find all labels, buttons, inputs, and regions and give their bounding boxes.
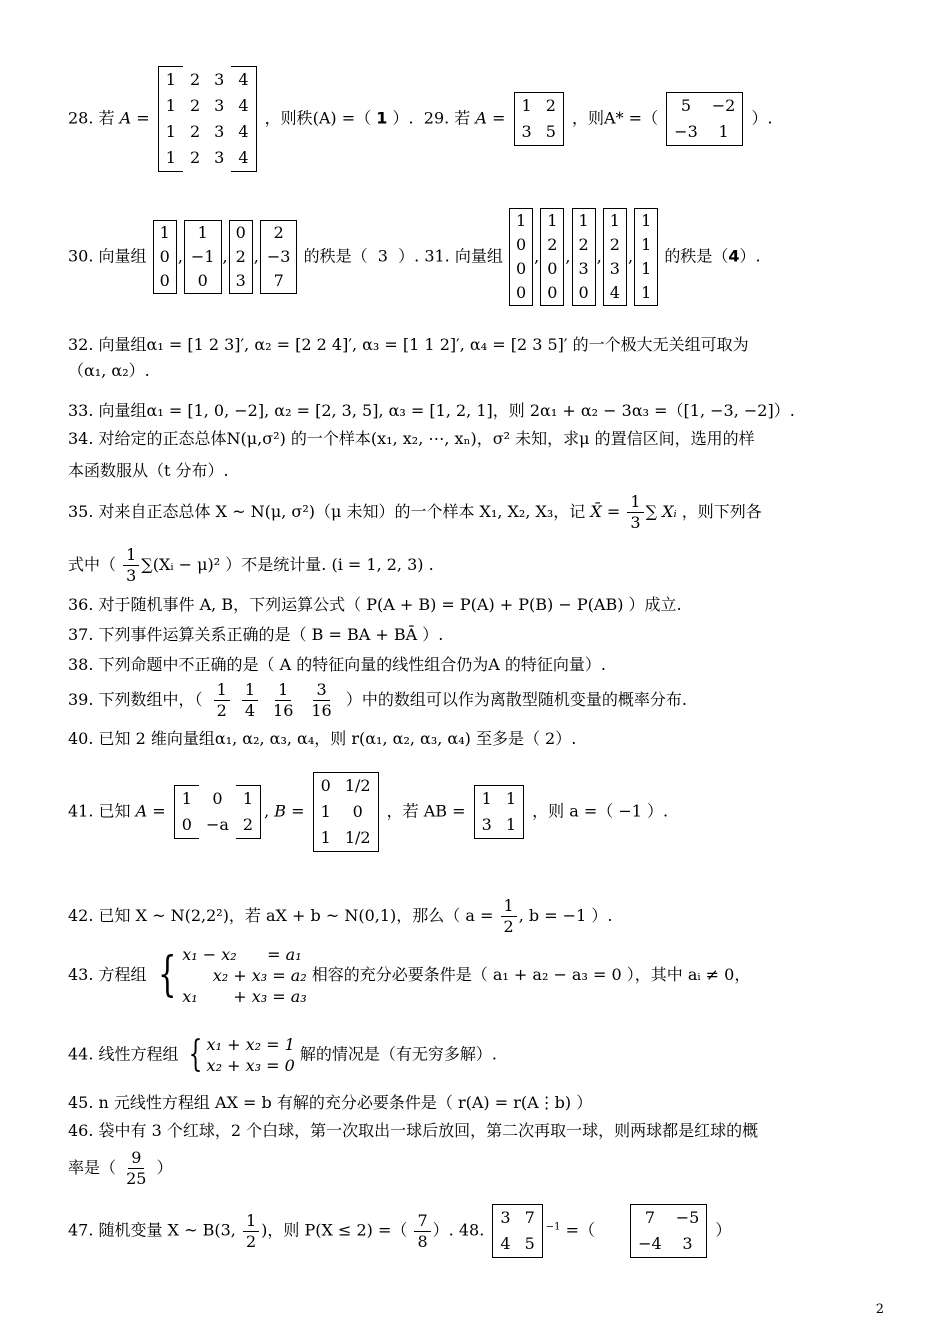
question-38: 38. 下列命题中不正确的是（ A 的特征向量的线性组合仍为A 的特征向量）.: [68, 655, 606, 674]
matrix-cell: 4: [231, 93, 256, 119]
q29-answer-matrix: [666, 92, 743, 146]
q31-vectors: 1 0 0 0,1 2 0 0,1 2 3 0,1 2 3 4,1 1 1 1: [508, 247, 659, 266]
matrix-cell: 4: [493, 1231, 518, 1258]
q30-label: 30. 向量组: [68, 246, 147, 266]
q43-system: { x₁ − x₂ = a₁ x₂ + x₃ = a₂ x₁ + x₃ = a₃: [157, 945, 307, 1006]
matrix-cell: 3: [474, 812, 499, 839]
matrix-cell: −2: [705, 93, 743, 120]
question-32: 32. 向量组α₁ = [1 2 3]′, α₂ = [2 2 4]′, α₃ = [1 1 2]′, α₄ = [2 3 5]′ 的一个极大无关组可取为 （α₁, α₂）.: [68, 335, 749, 380]
q41-matrix-a: [174, 785, 261, 839]
matrix-cell: 0: [212, 788, 223, 808]
matrix-cell: 0: [338, 799, 378, 825]
matrix-cell: −5: [669, 1205, 707, 1232]
matrix-cell: 1: [514, 93, 539, 120]
q31-answer: 4: [728, 246, 740, 266]
matrix-cell: 1: [158, 93, 183, 119]
q30-answer: 3: [377, 246, 388, 266]
question-42: 42. 已知 X ~ N(2,2²)，若 aX + b ~ N(0,1)，那么（ a = $\frac{1}{2}$ , b = −1 ）.: [68, 896, 613, 936]
question-41: 41. 已知 A = 1 0 1 0 −a 2, B = 0 1/2 1 0 1 1/2 ，若 AB = 1 1 3 1 ，则 a =（ −1 ）.: [68, 772, 888, 852]
matrix-cell: 3: [514, 119, 539, 146]
question-35: 35. 对来自正态总体 X ~ N(μ, σ²)（μ 未知）的一个样本 X₁, X₂, X₃，记 X̄ = $\frac{1}{3}$ ∑ Xᵢ ，则下列各 式中（ $\frac{1}{3}$ ∑(Xᵢ − μ)² ）不是统计量. (i = 1, 2, 3) .: [68, 492, 762, 585]
matrix-cell: 1: [158, 145, 183, 172]
fraction: $\frac{1}{4}$: [242, 680, 258, 721]
column-vector: 1 2 0 0: [540, 208, 564, 306]
matrix-cell: 1/2: [338, 773, 378, 800]
question-45: 45. n 元线性方程组 AX = b 有解的充分必要条件是（ r(A) = r(A⋮b) ）: [68, 1093, 593, 1112]
q47-answer: $\frac{7}{8}$: [414, 1211, 430, 1252]
question-44: 44. 线性方程组 { x₁ + x₂ = 1 x₂ + x₃ = 0 解的情况是（有无穷多解）.: [68, 1032, 888, 1078]
question-28-29: 28. 若 A = 1 2 3 4 1 2 3 4 1 2 3 4 1 2 3 4 ，则秩(A) =（ 1 ）. 29. 若 A = 1 2 3 5 ，则A* =（ 5 −2 −3 1 ）.: [68, 66, 888, 172]
q30-vectors: 1 0 0,1 −1 0,0 2 3,2 −3 7: [152, 247, 299, 266]
q35-fraction-2: $\frac{1}{3}$: [123, 545, 139, 586]
matrix-cell: −4: [631, 1231, 669, 1258]
matrix-cell: 3: [214, 148, 225, 168]
q28-label: 28. 若: [68, 108, 115, 128]
column-vector: 1 2 3 0: [572, 208, 596, 306]
column-vector: 1 −1 0: [184, 220, 222, 294]
matrix-cell: 4: [231, 67, 256, 94]
question-39: 39. 下列数组中，（ $\frac{1}{2}$ $\frac{1}{4}$ $\frac{1}{16}$ $\frac{3}{16}$ ）中的数组可以作为离散型随机变量的概率分布.: [68, 680, 687, 720]
matrix-cell: 1: [705, 119, 743, 146]
equation-row: x₁ + x₂ = 1: [206, 1035, 295, 1054]
matrix-cell: 2: [189, 122, 201, 141]
q47-fraction: $\frac{1}{2}$: [243, 1211, 259, 1252]
equation-row: x₁ − x₂ = a₁: [182, 945, 302, 964]
q42-fraction: $\frac{1}{2}$: [501, 896, 517, 937]
matrix-cell: 3: [493, 1205, 518, 1232]
column-vector: 2 −3 7: [260, 220, 298, 294]
matrix-cell: 4: [231, 145, 256, 172]
q39-fractions: [208, 680, 341, 720]
matrix-cell: 5: [518, 1231, 543, 1258]
matrix-cell: 2: [189, 148, 201, 168]
equation-row: x₂ + x₃ = a₂: [182, 966, 307, 985]
matrix-cell: 2: [539, 93, 564, 120]
matrix-cell: 2: [236, 812, 261, 839]
q31-label: 31. 向量组: [424, 246, 503, 266]
column-vector: 0 2 3: [229, 220, 253, 294]
fraction: $\frac{3}{16}$: [311, 680, 332, 720]
column-vector: 1 0 0 0: [509, 208, 533, 306]
matrix-cell: 7: [631, 1205, 669, 1232]
matrix-cell: 3: [669, 1231, 707, 1258]
matrix-cell: 4: [231, 119, 256, 145]
q28-matrix: [158, 66, 257, 172]
matrix-cell: 5: [667, 93, 705, 120]
matrix-cell: 2: [189, 96, 201, 115]
matrix-cell: 3: [214, 69, 225, 89]
matrix-cell: 1: [313, 799, 338, 825]
question-47-48: 47. 随机变量 X ~ B(3, $\frac{1}{2}$ )，则 P(X ≤ 2) =（ $\frac{7}{8}$ ）. 48. 3 7 4 $5^{-1}$ =（ 7 −5 −4 3 ）: [68, 1204, 888, 1258]
question-37: 37. 下列事件运算关系正确的是（ B = BA + BĀ ）.: [68, 625, 444, 644]
q28-answer: 1: [376, 108, 388, 128]
q46-fraction: $\frac{9}{25}$: [126, 1148, 147, 1188]
q44-system: { x₁ + x₂ = 1 x₂ + x₃ = 0: [188, 1034, 295, 1075]
matrix-cell: 1: [174, 786, 199, 813]
column-vector: 1 2 3 4: [603, 208, 627, 306]
page-number: 2: [875, 1302, 884, 1317]
column-vector: 1 0 0: [153, 220, 177, 294]
q35-fraction: $\frac{1}{3}$: [627, 492, 643, 533]
q41-matrix-ab: [474, 785, 524, 839]
matrix-cell: 1: [499, 786, 524, 813]
matrix-cell: −3: [667, 119, 705, 146]
matrix-cell: 0: [174, 812, 199, 839]
equation-row: x₂ + x₃ = 0: [206, 1056, 295, 1075]
matrix-cell: 3: [214, 122, 225, 141]
q48-matrix: [492, 1204, 542, 1258]
equation-row: x₁ + x₃ = a₃: [182, 987, 307, 1006]
matrix-cell: 0: [313, 773, 338, 800]
q29-label: 29. 若: [423, 108, 471, 128]
matrix-cell: 1: [499, 812, 524, 839]
matrix-cell: 1/2: [338, 825, 378, 852]
question-43: 43. 方程组 { x₁ − x₂ = a₁ x₂ + x₃ = a₂ x₁ + x₃ = a₃ 相容的充分必要条件是（ a₁ + a₂ − a₃ = 0 ），其中 aᵢ ≠ 0，: [68, 945, 751, 1006]
matrix-cell: −a: [205, 815, 229, 835]
column-vector: 1 1 1 1: [634, 208, 658, 306]
question-33: 33. 向量组α₁ = [1, 0, −2], α₂ = [2, 3, 5], α₃ = [1, 2, 1]，则 2α₁ + α₂ − 3α₃ =（[1, −3, −2]）.: [68, 401, 795, 420]
q48-answer-matrix: [630, 1204, 707, 1258]
matrix-cell: 3: [214, 96, 225, 115]
matrix-cell: 1: [236, 786, 261, 813]
matrix-cell: 2: [189, 69, 201, 89]
matrix-cell: 1: [158, 67, 183, 94]
question-36: 36. 对于随机事件 A, B，下列运算公式（ P(A + B) = P(A) + P(B) − P(AB) ）成立.: [68, 595, 682, 614]
fraction: $\frac{1}{16}$: [273, 680, 294, 720]
matrix-cell: 5: [539, 119, 564, 146]
matrix-cell: 7: [518, 1205, 543, 1232]
question-34: 34. 对给定的正态总体N(μ,σ²) 的一个样本(x₁, x₂, ⋯, xₙ)，σ² 未知，求μ 的置信区间，选用的样 本函数服从（t 分布）.: [68, 429, 755, 480]
q41-matrix-b: [313, 772, 379, 852]
q29-matrix: [514, 92, 564, 146]
question-40: 40. 已知 2 维向量组α₁, α₂, α₃, α₄，则 r(α₁, α₂, α₃, α₄) 至多是（ 2）.: [68, 729, 577, 748]
matrix-cell: 1: [313, 825, 338, 852]
matrix-cell: 1: [158, 119, 183, 145]
matrix-cell: 1: [474, 786, 499, 813]
fraction: $\frac{1}{2}$: [214, 680, 230, 721]
question-30-31: 30. 向量组 1 0 0,1 −1 0,0 2 3,2 −3 7 的秩是（ 3 ）. 31. 向量组 1 0 0 0,1 2 0 0,1 2 3 0,1 2 3 4,1 1 1 1 的秩是（4）.: [68, 208, 888, 306]
question-46: 46. 袋中有 3 个红球，2 个白球，第一次取出一球后放回，第二次再取一球，则两球都是红球的概 率是（ $\frac{9}{25}$ ）: [68, 1121, 759, 1188]
